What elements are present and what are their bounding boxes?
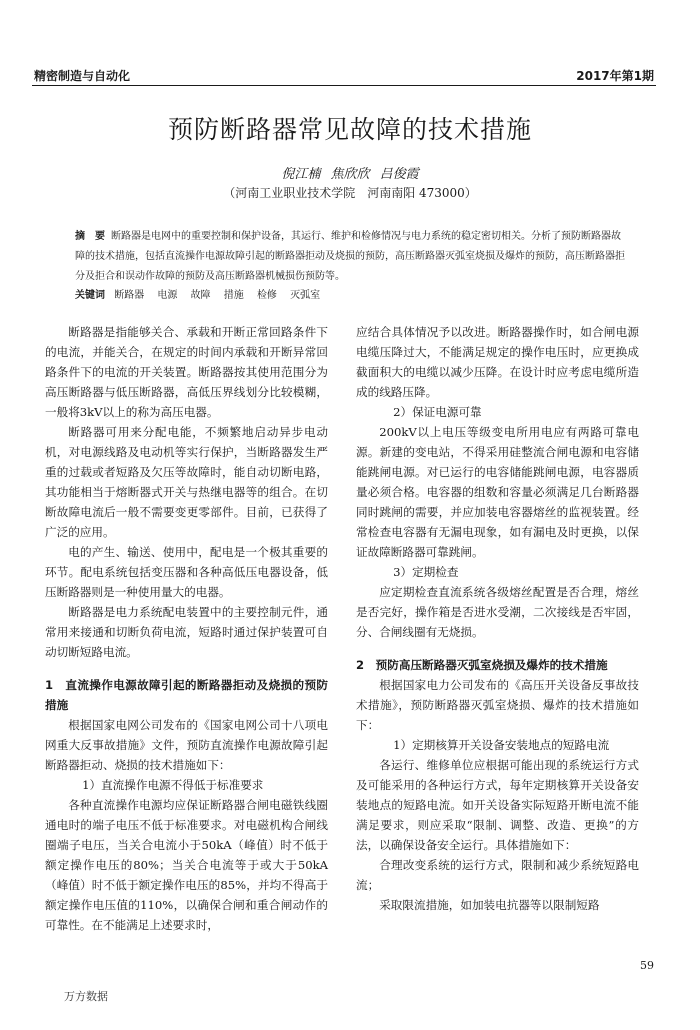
- section-heading-2: 2 预防高压断路器灭弧室烧损及爆炸的技术措施: [356, 658, 608, 672]
- journal-name: 精密制造与自动化: [34, 69, 131, 83]
- section-heading-1: 1 直流操作电源故障引起的断路器拒动及烧损的预防措施: [45, 678, 328, 712]
- keyword: 检修: [256, 290, 277, 301]
- page-number: 59: [640, 959, 654, 972]
- keyword: 断路器: [114, 290, 145, 301]
- paragraph: 断路器是电力系统配电装置中的主要控制元件，通常用来接通和切断负荷电流，短路时通过保护装置可自动切断短路电流。: [45, 605, 328, 659]
- affiliation: （河南工业职业技术学院 河南南阳 473000）: [223, 186, 477, 200]
- paragraph: 断路器可用来分配电能，不频繁地启动异步电动机，对电源线路及电动机等实行保护，当断路器发生严重的过载或者短路及欠压等故障时，能自动切断电路，其功能相当于熔断器式开关与热继电器等的组合。在切断故障电流后一般不需要变更零部件。目前，已获得了广泛的应用。: [45, 425, 328, 539]
- authors: 倪江楠 焦欣欣 吕俊霞: [281, 167, 419, 182]
- left-column: [45, 322, 328, 935]
- paragraph: 电的产生、输送、使用中，配电是一个极其重要的环节。配电系统包括变压器和各种高低压电器设备，低压断路器则是一种使用量大的电器。: [45, 545, 328, 599]
- header-divider: [32, 85, 656, 86]
- issue-label: 2017年第1期: [576, 69, 654, 83]
- paragraph: 合理改变系统的运行方式，限制和减少系统短路电流；: [356, 858, 639, 892]
- subsection-heading: 3）定期检查: [393, 565, 459, 579]
- paragraph: 应定期检查直流系统各级熔丝配置是否合理，熔丝是否完好，操作箱是否进水受潮，二次接线是否牢固，分、合闸线圈有无烧损。: [356, 585, 639, 639]
- watermark: 万方数据: [64, 990, 108, 1003]
- paper-title: 预防断路器常见故障的技术措施: [167, 115, 532, 144]
- keywords-label: 关键词: [75, 290, 105, 301]
- abstract-text: 断路器是电网中的重要控制和保护设备，其运行、维护和检修情况与电力系统的稳定密切相关。分析了预防断路器故障的技术措施，包括直流操作电源故障引起的断路器拒动及烧损的预防，高压断路器灭弧室烧损及爆炸的预防，高压断路器拒分及拒合和误动作故障的预防及高压断路器机械损伤预防等。: [75, 231, 625, 282]
- paragraph: 应结合具体情况予以改进。断路器操作时，如合闸电源电缆压降过大，不能满足规定的操作电压时，应更换成截面积大的电缆以减少压降。在设计时应考虑电缆所造成的线路压降。: [356, 325, 639, 399]
- abstract: [75, 227, 630, 287]
- keyword: 电源: [157, 290, 178, 301]
- abstract-label: 摘 要: [75, 231, 105, 242]
- paragraph: 根据国家电力公司发布的《高压开关设备反事故技术措施》，预防断路器灭弧室烧损、爆炸的技术措施如下：: [356, 678, 639, 732]
- subsection-heading: 2）保证电源可靠: [393, 405, 482, 419]
- paragraph: 各种直流操作电源均应保证断路器合闸电磁铁线圈通电时的端子电压不低于标准要求。对电磁机构合闸线圈端子电压，当关合电流小于50kA（峰值）时不低于额定操作电压的80%；当关合电流等于或大于50kA（峰值）时不低于额定操作电压的85%，并均不得高于额定操作电压值的110%，以确保合闸和重合闸动作的可靠性。在不能满足上述要求时，: [45, 798, 328, 932]
- paragraph: 断路器是指能够关合、承载和开断正常回路条件下的电流，并能关合，在规定的时间内承载和开断异常回路条件下的电流的开关装置。断路器按其使用范围分为高压断路器与低压断路器，高低压界线划分比较模糊，一般将3kV以上的称为高压电器。: [45, 325, 328, 419]
- keyword: 故障: [190, 290, 211, 301]
- paragraph: 根据国家电网公司发布的《国家电网公司十八项电网重大反事故措施》文件，预防直流操作电源故障引起断路器拒动、烧损的技术措施如下：: [45, 718, 328, 772]
- subsection-heading: 1）直流操作电源不得低于标准要求: [82, 778, 264, 792]
- keyword: 灭弧室: [290, 290, 321, 301]
- subsection-heading: 1）定期核算开关设备安装地点的短路电流: [393, 738, 610, 752]
- keywords: [75, 288, 630, 304]
- keyword: 措施: [223, 290, 244, 301]
- paragraph: 各运行、维修单位应根据可能出现的系统运行方式及可能采用的各种运行方式，每年定期核算开关设备安装地点的短路电流。如开关设备实际短路开断电流不能满足要求，则应采取“限制、调整、改造、更换”的方法，以确保设备安全运行。具体措施如下：: [356, 758, 639, 852]
- paragraph: 200kV以上电压等级变电所用电应有两路可靠电源。新建的变电站，不得采用硅整流合闸电源和电容储能跳闸电源。对已运行的电容储能跳闸电源，电容器质量必须合格。电容器的组数和容量必须满足几台断路器同时跳闸的需要，并应加装电容器熔丝的监视装置。经常检查电容器有无漏电现象，如有漏电及时更换，以保证故障断路器可靠跳闸。: [356, 425, 639, 559]
- paragraph: 采取限流措施，如加装电抗器等以限制短路: [379, 898, 600, 912]
- right-column: [356, 322, 639, 915]
